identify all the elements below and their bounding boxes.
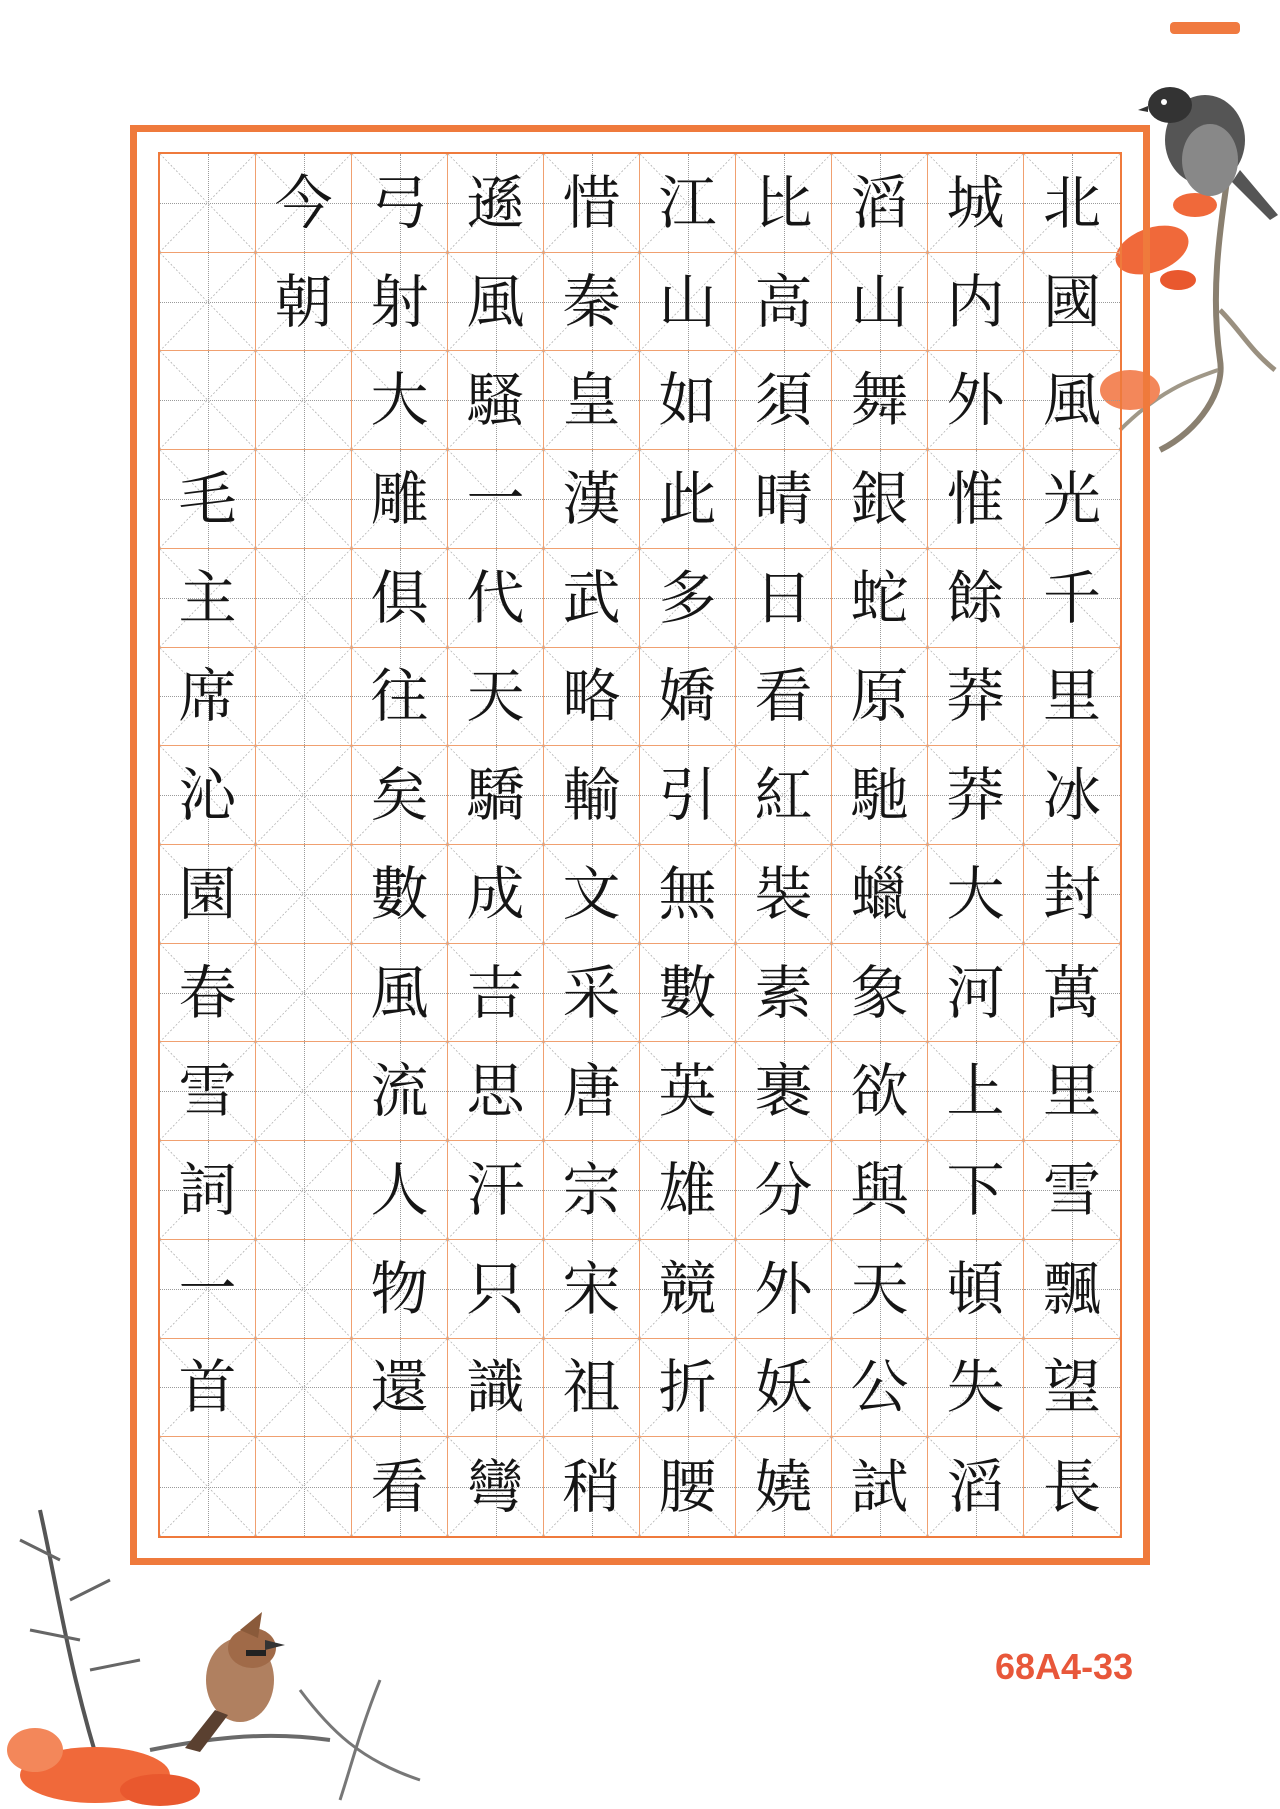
grid-cell bbox=[544, 845, 640, 944]
calligraphy-character: 天 bbox=[850, 1254, 909, 1323]
grid-cell bbox=[832, 154, 928, 253]
grid-cell bbox=[160, 1339, 256, 1438]
calligraphy-character: 失 bbox=[946, 1353, 1005, 1422]
calligraphy-character: 只 bbox=[466, 1254, 525, 1323]
grid-cell bbox=[256, 1240, 352, 1339]
calligraphy-character: 内 bbox=[946, 267, 1005, 336]
grid-cell bbox=[928, 1339, 1024, 1438]
grid-cell bbox=[448, 1240, 544, 1339]
grid-cell bbox=[544, 746, 640, 845]
grid-cell bbox=[544, 351, 640, 450]
calligraphy-character: 舞 bbox=[850, 366, 909, 435]
grid-cell bbox=[448, 549, 544, 648]
grid-cell bbox=[736, 1437, 832, 1536]
calligraphy-character: 腰 bbox=[658, 1452, 717, 1521]
calligraphy-character: 思 bbox=[466, 1057, 525, 1126]
calligraphy-character: 競 bbox=[658, 1254, 717, 1323]
calligraphy-character: 汗 bbox=[466, 1155, 525, 1224]
grid-cell bbox=[736, 1240, 832, 1339]
calligraphy-character: 朝 bbox=[274, 267, 333, 336]
calligraphy-character: 飄 bbox=[1042, 1254, 1101, 1323]
calligraphy-character: 惟 bbox=[946, 464, 1005, 533]
calligraphy-character: 江 bbox=[658, 168, 717, 237]
grid-cell bbox=[640, 1141, 736, 1240]
calligraphy-character: 須 bbox=[754, 366, 813, 435]
grid-cell bbox=[160, 549, 256, 648]
grid-cell bbox=[928, 746, 1024, 845]
calligraphy-character: 里 bbox=[1042, 662, 1101, 731]
calligraphy-character: 驕 bbox=[466, 761, 525, 830]
calligraphy-character: 望 bbox=[1042, 1353, 1101, 1422]
calligraphy-character: 彎 bbox=[466, 1452, 525, 1521]
grid-cell bbox=[832, 746, 928, 845]
grid-cell bbox=[832, 351, 928, 450]
calligraphy-character: 風 bbox=[370, 958, 429, 1027]
grid-cell bbox=[640, 845, 736, 944]
grid-cell bbox=[832, 450, 928, 549]
calligraphy-character: 里 bbox=[1042, 1057, 1101, 1126]
grid-cell bbox=[640, 1042, 736, 1141]
grid-cell bbox=[352, 253, 448, 352]
grid-cell bbox=[544, 1339, 640, 1438]
calligraphy-character: 試 bbox=[850, 1452, 909, 1521]
grid-cell bbox=[544, 648, 640, 747]
calligraphy-character: 文 bbox=[562, 859, 621, 928]
grid-cell bbox=[448, 845, 544, 944]
calligraphy-character: 惜 bbox=[562, 168, 621, 237]
calligraphy-character: 吉 bbox=[466, 958, 525, 1027]
grid-cell bbox=[448, 1339, 544, 1438]
calligraphy-character: 風 bbox=[466, 267, 525, 336]
calligraphy-character: 素 bbox=[754, 958, 813, 1027]
calligraphy-character: 輸 bbox=[562, 761, 621, 830]
grid-cell bbox=[640, 944, 736, 1043]
calligraphy-character: 祖 bbox=[562, 1353, 621, 1422]
calligraphy-character: 數 bbox=[658, 958, 717, 1027]
calligraphy-character: 銀 bbox=[850, 464, 909, 533]
grid-cell bbox=[160, 648, 256, 747]
calligraphy-character: 與 bbox=[850, 1155, 909, 1224]
calligraphy-character: 采 bbox=[562, 958, 621, 1027]
calligraphy-character: 射 bbox=[370, 267, 429, 336]
grid-cell bbox=[448, 1437, 544, 1536]
calligraphy-character: 此 bbox=[658, 464, 717, 533]
grid-cell bbox=[448, 450, 544, 549]
calligraphy-character: 稍 bbox=[562, 1452, 621, 1521]
calligraphy-character: 欲 bbox=[850, 1057, 909, 1126]
grid-cell bbox=[256, 944, 352, 1043]
calligraphy-character: 嬌 bbox=[658, 662, 717, 731]
grid-cell bbox=[640, 351, 736, 450]
calligraphy-character: 詞 bbox=[178, 1155, 237, 1224]
calligraphy-character: 一 bbox=[178, 1254, 237, 1323]
calligraphy-character: 俱 bbox=[370, 563, 429, 632]
grid-cell bbox=[160, 845, 256, 944]
page-code: 68A4-33 bbox=[995, 1646, 1134, 1687]
calligraphy-grid bbox=[158, 152, 1122, 1538]
calligraphy-character: 往 bbox=[370, 662, 429, 731]
grid-cell bbox=[256, 549, 352, 648]
grid-cell bbox=[832, 944, 928, 1043]
grid-cell bbox=[736, 549, 832, 648]
grid-cell bbox=[832, 1339, 928, 1438]
calligraphy-character: 公 bbox=[850, 1353, 909, 1422]
calligraphy-character: 矣 bbox=[370, 761, 429, 830]
grid-cell bbox=[1024, 746, 1120, 845]
grid-cell bbox=[352, 845, 448, 944]
calligraphy-character: 折 bbox=[658, 1353, 717, 1422]
calligraphy-character: 遜 bbox=[466, 168, 525, 237]
calligraphy-character: 紅 bbox=[754, 761, 813, 830]
calligraphy-character: 蠟 bbox=[850, 859, 909, 928]
grid-cell bbox=[256, 253, 352, 352]
calligraphy-character: 山 bbox=[850, 267, 909, 336]
calligraphy-character: 上 bbox=[946, 1057, 1005, 1126]
grid-cell bbox=[928, 1141, 1024, 1240]
calligraphy-character: 武 bbox=[562, 563, 621, 632]
calligraphy-character: 封 bbox=[1042, 859, 1101, 928]
calligraphy-character: 原 bbox=[850, 662, 909, 731]
grid-cell bbox=[928, 1437, 1024, 1536]
grid-cell bbox=[256, 1437, 352, 1536]
grid-cell bbox=[928, 549, 1024, 648]
grid-cell bbox=[256, 154, 352, 253]
grid-cell bbox=[448, 1141, 544, 1240]
calligraphy-character: 一 bbox=[466, 464, 525, 533]
grid-cell bbox=[544, 1042, 640, 1141]
grid-cell bbox=[160, 1437, 256, 1536]
calligraphy-character: 成 bbox=[466, 859, 525, 928]
grid-cell bbox=[544, 450, 640, 549]
grid-cell bbox=[544, 944, 640, 1043]
grid-cell bbox=[736, 351, 832, 450]
grid-cell bbox=[736, 845, 832, 944]
grid-cell bbox=[448, 154, 544, 253]
grid-cell bbox=[352, 549, 448, 648]
grid-cell bbox=[544, 1240, 640, 1339]
calligraphy-character: 風 bbox=[1042, 366, 1101, 435]
grid-cell bbox=[928, 648, 1024, 747]
calligraphy-character: 弓 bbox=[370, 168, 429, 237]
grid-cell bbox=[640, 1240, 736, 1339]
grid-cell bbox=[352, 1141, 448, 1240]
grid-cell bbox=[160, 253, 256, 352]
calligraphy-character: 光 bbox=[1042, 464, 1101, 533]
grid-cell bbox=[448, 1042, 544, 1141]
grid-cell bbox=[1024, 1141, 1120, 1240]
grid-cell bbox=[160, 154, 256, 253]
grid-cell bbox=[928, 845, 1024, 944]
grid-cell bbox=[448, 351, 544, 450]
calligraphy-character: 識 bbox=[466, 1353, 525, 1422]
grid-cell bbox=[352, 1240, 448, 1339]
calligraphy-character: 莽 bbox=[946, 761, 1005, 830]
calligraphy-character: 看 bbox=[754, 662, 813, 731]
grid-cell bbox=[160, 1240, 256, 1339]
calligraphy-character: 河 bbox=[946, 958, 1005, 1027]
grid-cell bbox=[352, 1437, 448, 1536]
grid-cell bbox=[928, 351, 1024, 450]
calligraphy-character: 分 bbox=[754, 1155, 813, 1224]
grid-cell bbox=[544, 1437, 640, 1536]
calligraphy-character: 毛 bbox=[178, 464, 237, 533]
calligraphy-character: 騷 bbox=[466, 366, 525, 435]
grid-cell bbox=[1024, 549, 1120, 648]
calligraphy-character: 雕 bbox=[370, 464, 429, 533]
calligraphy-character: 裝 bbox=[754, 859, 813, 928]
grid-cell bbox=[832, 1240, 928, 1339]
grid-cell bbox=[928, 1042, 1024, 1141]
grid-cell bbox=[160, 746, 256, 845]
grid-cell bbox=[1024, 1437, 1120, 1536]
calligraphy-character: 沁 bbox=[178, 761, 237, 830]
calligraphy-character: 流 bbox=[370, 1057, 429, 1126]
calligraphy-character: 天 bbox=[466, 662, 525, 731]
grid-cell bbox=[448, 746, 544, 845]
calligraphy-character: 妖 bbox=[754, 1353, 813, 1422]
grid-cell bbox=[640, 450, 736, 549]
grid-cell bbox=[160, 450, 256, 549]
grid-cell bbox=[736, 648, 832, 747]
calligraphy-character: 長 bbox=[1042, 1452, 1101, 1521]
grid-cell bbox=[1024, 253, 1120, 352]
grid-cell bbox=[448, 253, 544, 352]
calligraphy-character: 宗 bbox=[562, 1155, 621, 1224]
calligraphy-character: 裹 bbox=[754, 1057, 813, 1126]
calligraphy-character: 宋 bbox=[562, 1254, 621, 1323]
calligraphy-character: 如 bbox=[658, 366, 717, 435]
grid-cell bbox=[736, 450, 832, 549]
grid-cell bbox=[640, 253, 736, 352]
grid-cell bbox=[832, 549, 928, 648]
grid-cell bbox=[1024, 845, 1120, 944]
calligraphy-character: 多 bbox=[658, 563, 717, 632]
calligraphy-character: 餘 bbox=[946, 563, 1005, 632]
grid-cell bbox=[352, 1042, 448, 1141]
calligraphy-character: 物 bbox=[370, 1254, 429, 1323]
grid-cell bbox=[640, 549, 736, 648]
grid-cell bbox=[160, 1042, 256, 1141]
grid-cell bbox=[736, 1141, 832, 1240]
calligraphy-character: 晴 bbox=[754, 464, 813, 533]
calligraphy-character: 看 bbox=[370, 1452, 429, 1521]
grid-cell bbox=[736, 253, 832, 352]
calligraphy-character: 日 bbox=[754, 563, 813, 632]
grid-cell bbox=[736, 746, 832, 845]
grid-cell bbox=[640, 746, 736, 845]
calligraphy-character: 還 bbox=[370, 1353, 429, 1422]
calligraphy-character: 人 bbox=[370, 1155, 429, 1224]
calligraphy-character: 滔 bbox=[946, 1452, 1005, 1521]
calligraphy-character: 引 bbox=[658, 761, 717, 830]
grid-cell bbox=[352, 648, 448, 747]
calligraphy-character: 外 bbox=[754, 1254, 813, 1323]
grid-cell bbox=[928, 450, 1024, 549]
grid-cell bbox=[352, 351, 448, 450]
calligraphy-character: 英 bbox=[658, 1057, 717, 1126]
grid-cell bbox=[160, 944, 256, 1043]
calligraphy-character: 大 bbox=[370, 366, 429, 435]
calligraphy-character: 雄 bbox=[658, 1155, 717, 1224]
calligraphy-character: 首 bbox=[178, 1353, 237, 1422]
grid-cell bbox=[1024, 1042, 1120, 1141]
calligraphy-character: 蛇 bbox=[850, 563, 909, 632]
grid-cell bbox=[256, 351, 352, 450]
calligraphy-character: 秦 bbox=[562, 267, 621, 336]
grid-cell bbox=[832, 648, 928, 747]
calligraphy-character: 主 bbox=[178, 563, 237, 632]
calligraphy-character: 唐 bbox=[562, 1057, 621, 1126]
calligraphy-character: 國 bbox=[1042, 267, 1101, 336]
calligraphy-character: 略 bbox=[562, 662, 621, 731]
calligraphy-character: 城 bbox=[946, 168, 1005, 237]
calligraphy-character: 代 bbox=[466, 563, 525, 632]
grid-cell bbox=[1024, 351, 1120, 450]
grid-cell bbox=[544, 1141, 640, 1240]
calligraphy-character: 園 bbox=[178, 859, 237, 928]
calligraphy-character: 席 bbox=[178, 662, 237, 731]
grid-cell bbox=[832, 253, 928, 352]
calligraphy-character: 北 bbox=[1042, 168, 1101, 237]
grid-cell bbox=[640, 1339, 736, 1438]
grid-cell bbox=[928, 253, 1024, 352]
calligraphy-character: 雪 bbox=[1042, 1155, 1101, 1224]
grid-cell bbox=[736, 1042, 832, 1141]
calligraphy-character: 比 bbox=[754, 168, 813, 237]
calligraphy-character: 大 bbox=[946, 859, 1005, 928]
grid-cell bbox=[832, 1042, 928, 1141]
calligraphy-character: 今 bbox=[274, 168, 333, 237]
grid-cell bbox=[832, 1437, 928, 1536]
grid-cell bbox=[256, 746, 352, 845]
grid-cell bbox=[256, 1042, 352, 1141]
grid-cell bbox=[1024, 648, 1120, 747]
calligraphy-character: 嬈 bbox=[754, 1452, 813, 1521]
calligraphy-character: 冰 bbox=[1042, 761, 1101, 830]
grid-cell bbox=[736, 154, 832, 253]
grid-cell bbox=[1024, 944, 1120, 1043]
grid-cell bbox=[640, 1437, 736, 1536]
grid-cell bbox=[544, 549, 640, 648]
calligraphy-character: 皇 bbox=[562, 366, 621, 435]
grid-cell bbox=[736, 944, 832, 1043]
grid-cell bbox=[448, 648, 544, 747]
grid-cell bbox=[352, 450, 448, 549]
grid-cell bbox=[352, 1339, 448, 1438]
grid-cell bbox=[928, 1240, 1024, 1339]
grid-cell bbox=[256, 450, 352, 549]
grid-cell bbox=[256, 648, 352, 747]
grid-cell bbox=[1024, 1240, 1120, 1339]
grid-cell bbox=[352, 746, 448, 845]
grid-cell bbox=[1024, 154, 1120, 253]
calligraphy-character: 下 bbox=[946, 1155, 1005, 1224]
calligraphy-character: 山 bbox=[658, 267, 717, 336]
calligraphy-character: 無 bbox=[658, 859, 717, 928]
grid-cell bbox=[832, 845, 928, 944]
calligraphy-character: 頓 bbox=[946, 1254, 1005, 1323]
calligraphy-character: 雪 bbox=[178, 1057, 237, 1126]
grid-cell bbox=[736, 1339, 832, 1438]
grid-cell bbox=[352, 154, 448, 253]
calligraphy-character: 萬 bbox=[1042, 958, 1101, 1027]
calligraphy-character: 莽 bbox=[946, 662, 1005, 731]
grid-cell bbox=[544, 253, 640, 352]
grid-cell bbox=[1024, 1339, 1120, 1438]
grid-cell bbox=[256, 845, 352, 944]
calligraphy-character: 千 bbox=[1042, 563, 1101, 632]
calligraphy-character: 象 bbox=[850, 958, 909, 1027]
grid-cell bbox=[640, 648, 736, 747]
grid-cell bbox=[256, 1339, 352, 1438]
calligraphy-character: 漢 bbox=[562, 464, 621, 533]
calligraphy-character: 滔 bbox=[850, 168, 909, 237]
grid-cell bbox=[832, 1141, 928, 1240]
calligraphy-character: 馳 bbox=[850, 761, 909, 830]
grid-cell bbox=[448, 944, 544, 1043]
grid-cell bbox=[160, 351, 256, 450]
grid-cell bbox=[1024, 450, 1120, 549]
grid-cell bbox=[928, 154, 1024, 253]
calligraphy-character: 數 bbox=[370, 859, 429, 928]
grid-cell bbox=[256, 1141, 352, 1240]
grid-cell bbox=[352, 944, 448, 1043]
grid-cell bbox=[160, 1141, 256, 1240]
calligraphy-character: 春 bbox=[178, 958, 237, 1027]
grid-cell bbox=[928, 944, 1024, 1043]
grid-cell bbox=[640, 154, 736, 253]
calligraphy-character: 外 bbox=[946, 366, 1005, 435]
calligraphy-character: 高 bbox=[754, 267, 813, 336]
grid-cell bbox=[544, 154, 640, 253]
